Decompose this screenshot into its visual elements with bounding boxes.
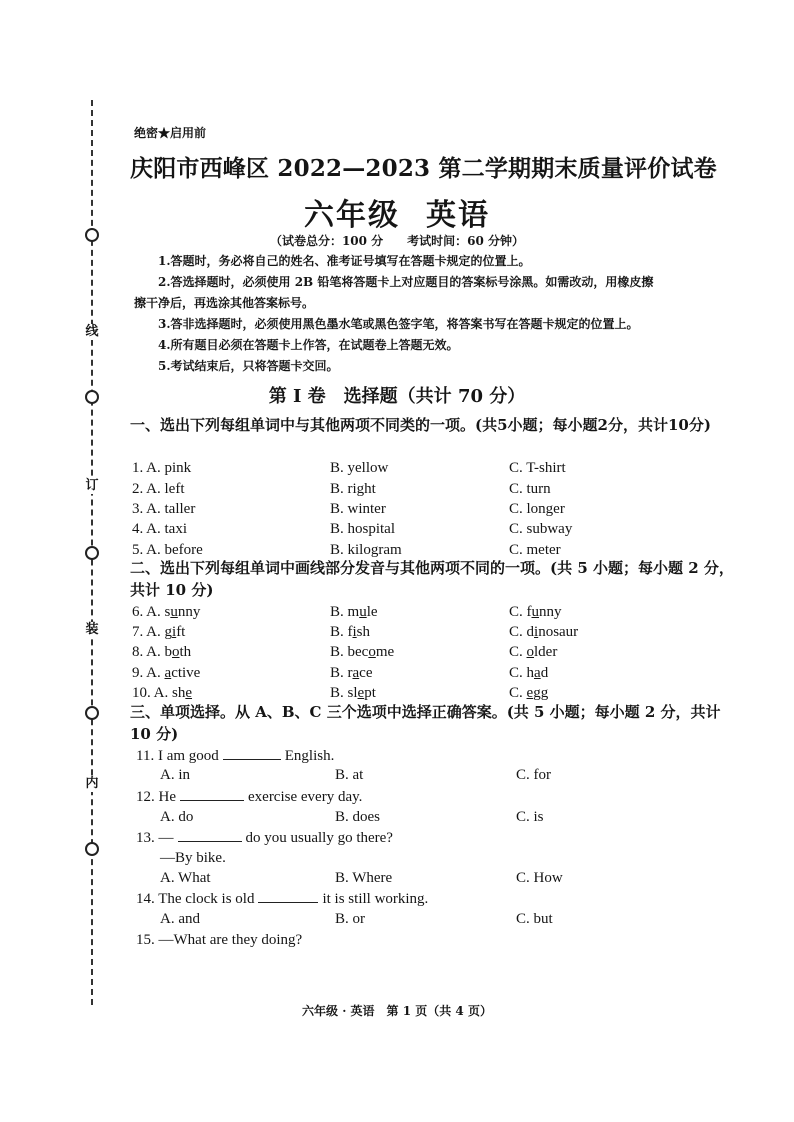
ring-icon [85, 842, 99, 856]
option-c: C. older [509, 644, 558, 660]
option-a: 6. A. sunny [132, 604, 201, 620]
option-b: B. does [335, 809, 380, 825]
section-2-title: 二、选出下列每组单词中画线部分发音与其他两项不同的一项。(共 5 小题；每小题 2 分，共计 10 分) [130, 559, 734, 599]
option-b: B. kilogram [330, 542, 402, 558]
option-c: C. T-shirt [509, 460, 566, 476]
option-a: 3. A. taller [132, 501, 196, 517]
option-b: B. mule [330, 604, 378, 620]
part-heading [0, 382, 794, 408]
option-b: B. winter [330, 501, 386, 517]
option-a: 9. A. active [132, 665, 201, 681]
question-reply: —By bike. [160, 850, 226, 866]
option-c: C. meter [509, 542, 561, 558]
section-3-title: 三、单项选择。从 A、B、C 三个选项中选择正确答案。(共 5 小题；每小题 2 分，共计 10 分) [130, 703, 721, 743]
grade-label: 六年级 [304, 198, 400, 233]
option-a: 2. A. left [132, 481, 185, 497]
option-b: B. become [330, 644, 395, 660]
option-b: B. right [330, 481, 376, 497]
answer-blank [258, 891, 318, 903]
subject-label: 英语 [426, 198, 490, 233]
answer-blank [178, 830, 242, 842]
exam-time: 考试时间：60 分钟） [407, 234, 525, 248]
option-c: C. How [516, 870, 563, 886]
instructions [134, 251, 738, 377]
binding-char: 内 [82, 776, 102, 792]
instruction-line: 3.答非选择题时，必须使用黑色墨水笔或黑色签字笔，将答案书写在答题卡规定的位置上。 [158, 317, 639, 331]
question-options [160, 765, 740, 786]
option-b: B. hospital [330, 521, 396, 537]
question-stem: 11. I am good English. [136, 748, 335, 764]
option-c: C. is [516, 809, 544, 825]
exam-title: 庆阳市西峰区 2022—2023 第二学期期末质量评价试卷 [130, 155, 717, 182]
option-b: B. yellow [330, 460, 389, 476]
ring-icon [85, 546, 99, 560]
option-b: B. race [330, 665, 373, 681]
page-footer: 六年级 · 英语 第 1 页（共 4 页） [302, 1004, 492, 1018]
option-a: A. in [160, 767, 190, 783]
answer-blank [180, 789, 244, 801]
total-score: （试卷总分：100 分 [269, 234, 384, 248]
exam-subtitle [0, 190, 794, 234]
option-a: 10. A. she [132, 685, 193, 701]
option-c: C. longer [509, 501, 565, 517]
question-stem: 13. — do you usually go there? [136, 830, 393, 846]
question-options [160, 909, 740, 930]
question-row [132, 602, 732, 623]
option-b: B. Where [335, 870, 393, 886]
option-a: A. do [160, 809, 194, 825]
binding-char: 装 [82, 622, 102, 638]
instruction-line: 5.考试结束后，只将答题卡交回。 [158, 359, 339, 373]
option-c: C. subway [509, 521, 573, 537]
exam-meta [0, 232, 794, 249]
option-b: B. at [335, 767, 364, 783]
option-a: 4. A. taxi [132, 521, 187, 537]
option-c: C. dinosaur [509, 624, 579, 640]
section-1-title: 一、选出下列每组单词中与其他两项不同类的一项。(共5小题；每小题2分，共计10分) [130, 416, 711, 434]
question-row [132, 519, 732, 540]
question-stem: 15. —What are they doing? [136, 932, 303, 948]
option-b: B. fish [330, 624, 371, 640]
question-options [160, 868, 740, 889]
part-label: 第 I 卷 [268, 386, 326, 407]
binding-char: 订 [82, 478, 102, 494]
instruction-line: 1.答题时，务必将自己的姓名、准考证号填写在答题卡规定的位置上。 [158, 254, 531, 268]
option-b: B. or [335, 911, 365, 927]
question-row [132, 663, 732, 684]
question-stem: 12. He exercise every day. [136, 789, 363, 805]
option-a: 7. A. gift [132, 624, 186, 640]
option-c: C. funny [509, 604, 562, 620]
question-row [132, 479, 732, 500]
instruction-line: 4.所有题目必须在答题卡上作答，在试题卷上答题无效。 [158, 338, 459, 352]
question-row [132, 622, 732, 643]
secret-label: 绝密★启用前 [134, 126, 207, 140]
option-c: C. turn [509, 481, 551, 497]
option-c: C. for [516, 767, 551, 783]
option-a: 5. A. before [132, 542, 203, 558]
option-a: A. What [160, 870, 211, 886]
instruction-line: 2.答选择题时，必须使用 2B 铅笔将答题卡上对应题目的答案标号涂黑。如需改动，用橡皮擦 [158, 275, 654, 289]
option-c: C. but [516, 911, 553, 927]
option-c: C. egg [509, 685, 549, 701]
question-row [132, 499, 732, 520]
part-name: 选择题（共计 70 分） [343, 386, 526, 407]
option-a: 1. A. pink [132, 460, 192, 476]
question-row [132, 642, 732, 663]
question-options [160, 807, 740, 828]
instruction-line: 擦干净后，再选涂其他答案标号。 [134, 296, 315, 310]
question-stem: 14. The clock is old it is still working. [136, 891, 429, 907]
option-b: B. slept [330, 685, 376, 701]
question-row [132, 458, 732, 479]
answer-blank [223, 748, 281, 760]
binding-char: 线 [82, 324, 102, 340]
ring-icon [85, 706, 99, 720]
option-a: 8. A. both [132, 644, 192, 660]
option-a: A. and [160, 911, 200, 927]
option-c: C. had [509, 665, 549, 681]
